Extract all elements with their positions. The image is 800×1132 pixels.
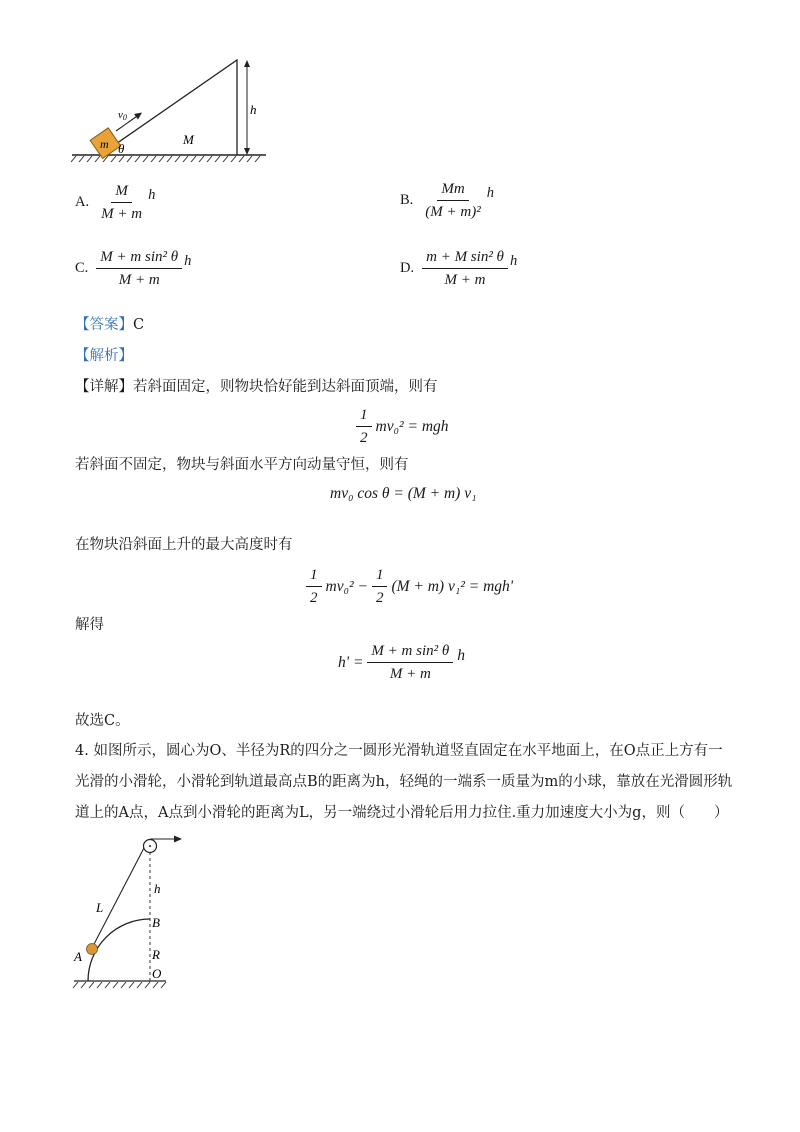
ground-hatching [71,156,260,162]
fig2-label-A: A [74,949,82,964]
option-b[interactable] [400,180,494,221]
option-b-tail: h [486,185,494,201]
detail-text1: 若斜面固定，则物块恰好能到达斜面顶端，则有 [133,379,438,395]
option-b-label: B. [400,192,414,208]
detail-line2: 若斜面不固定，物块与斜面水平方向动量守恒，则有 [75,457,409,473]
fig2-label-O: O [152,966,162,981]
option-c-tail: h [184,253,192,269]
ball [87,944,98,955]
fig1-label-v0: v0 [118,109,127,122]
detail-line1 [75,376,438,399]
analysis-tag: 【解析】 [75,348,133,364]
option-c-label: C. [75,260,89,276]
option-a-label: A. [75,194,90,210]
fig1-label-h: h [250,102,257,117]
conclusion: 故选C。 [75,713,130,729]
option-d-fraction: $\frac{\text{m + M sin² θ}}{M + m}$ [422,248,508,289]
fig2-label-L: L [96,900,104,915]
fig2-label-h: h [154,881,161,896]
incline-figure [70,52,270,167]
rope [92,846,145,948]
detail-line4: 解得 [75,617,104,633]
pulley-figure [70,830,190,995]
answer-line [75,314,144,337]
option-a[interactable] [75,182,155,223]
option-d[interactable] [400,248,517,289]
option-d-tail: h [509,253,518,269]
answer-tag: 【答案】 [75,317,133,333]
equation-4: h' = $\frac{\text{M + m sin² θ}}{M + m}$ h [338,643,465,682]
fig2-ground-hatching [73,982,166,988]
question-4-text: 4. 如图所示，圆心为O、半径为R的四分之一圆形光滑轨道竖直固定在水平地面上，在O点正上方有一光滑的小滑轮，小滑轮到轨道最高点B的距离为h，轻绳的一端系一质量为m的小球，靠放在光滑圆形轨道上的A点，A点到小滑轮的距离为L，另一端绕过小滑轮后用力拉住.重力加速度大小为g，则（ ） [75,743,733,821]
equation-2: mv₀ cos θ = (M + m) v₁ [330,485,477,502]
pull-arrow [174,836,182,843]
fig2-label-R: R [152,947,160,962]
option-c-fraction: $\frac{\text{M + m sin² θ}}{M + m}$ [96,248,182,289]
option-d-label: D. [400,260,415,276]
option-a-tail: h [148,187,156,203]
detail-tag: 【详解】 [75,379,133,395]
answer-value: C [133,317,145,333]
fig1-label-m: m [100,137,109,151]
detail-line3: 在物块沿斜面上升的最大高度时有 [75,537,293,553]
equation-3: $\frac{1}{2}$ mv₀² − $\frac{1}{2}$ (M + m) v₁² = mgh' [306,566,513,607]
option-b-fraction: $\frac{Mm}{\text{(M + m)²}}$ [425,181,481,220]
option-a-fraction: $\frac{M}{M + m}$ [101,183,143,222]
option-c[interactable] [75,248,191,289]
fig1-label-M: M [183,132,194,147]
fig1-label-theta: θ [118,141,125,156]
equation-1: $\frac{1}{2}$ mv₀² = mgh [356,406,449,447]
fig2-label-B: B [152,915,160,930]
